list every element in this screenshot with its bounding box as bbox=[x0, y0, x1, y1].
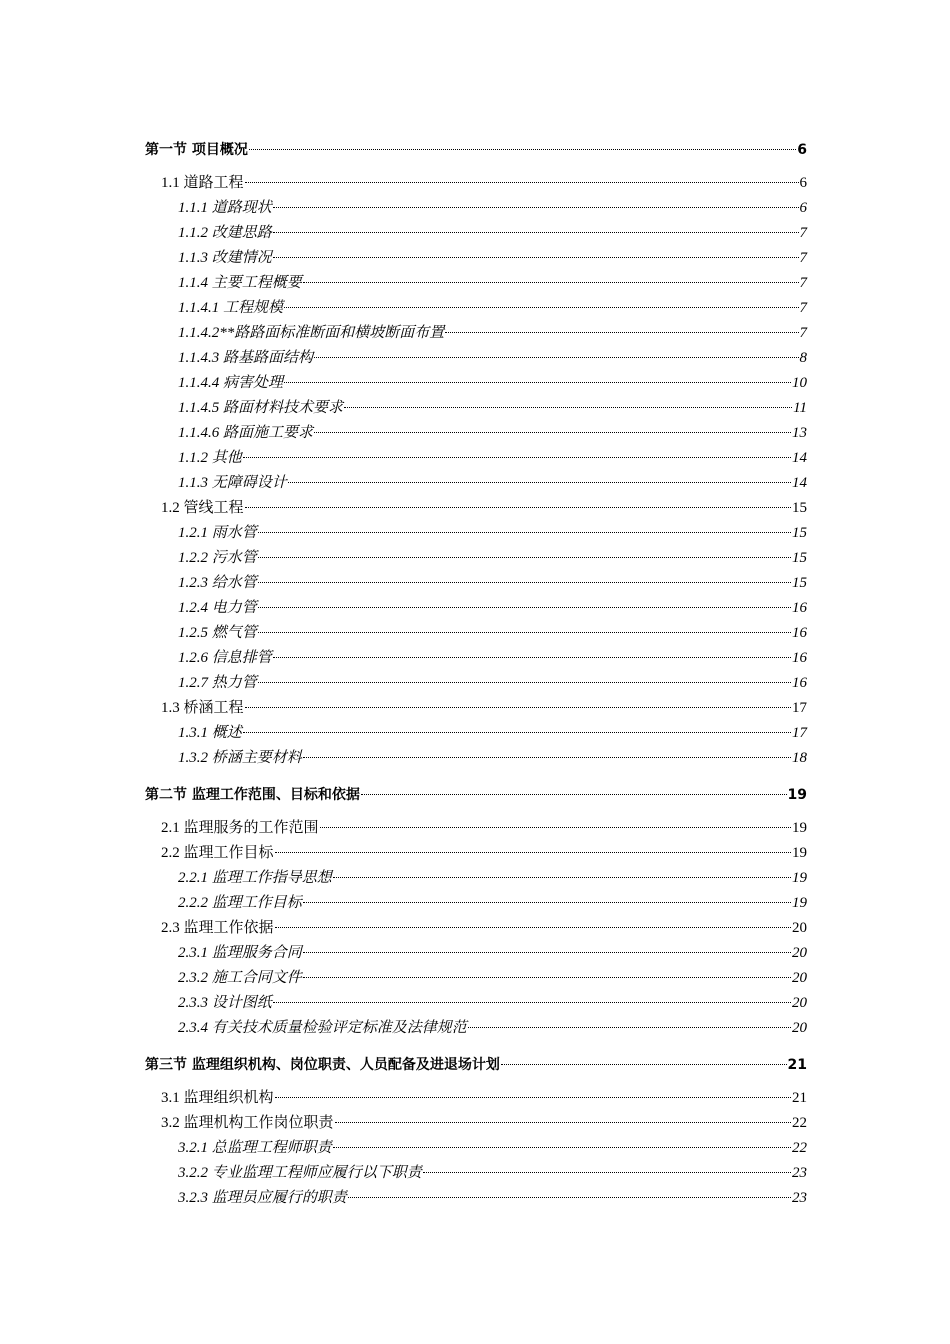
toc-entry-page: 14 bbox=[792, 475, 807, 491]
dot-leader bbox=[245, 182, 799, 183]
toc-entry-page: 11 bbox=[793, 400, 807, 416]
dot-leader bbox=[445, 332, 798, 333]
dot-leader bbox=[258, 607, 791, 608]
toc-entry-page: 16 bbox=[792, 600, 807, 616]
toc-entry-level-3[interactable] bbox=[145, 421, 807, 446]
toc-entry-title: 1.2.2 污水管 bbox=[178, 550, 257, 566]
toc-entry-level-3[interactable] bbox=[145, 646, 807, 671]
dot-leader bbox=[273, 232, 799, 233]
dot-leader bbox=[284, 307, 798, 308]
toc-entry-level-3[interactable] bbox=[145, 991, 807, 1016]
toc-entry-page: 21 bbox=[792, 1090, 807, 1106]
toc-entry-title: 1.1.2 其他 bbox=[178, 450, 242, 466]
dot-leader bbox=[303, 757, 791, 758]
toc-entry-level-3[interactable] bbox=[145, 621, 807, 646]
dot-leader bbox=[335, 1122, 791, 1123]
toc-entry-level-3[interactable] bbox=[145, 721, 807, 746]
dot-leader bbox=[314, 432, 791, 433]
dot-leader bbox=[243, 732, 791, 733]
dot-leader bbox=[303, 902, 791, 903]
toc-entry-level-1[interactable] bbox=[145, 780, 807, 810]
dot-leader bbox=[258, 532, 791, 533]
toc-entry-page: 7 bbox=[799, 275, 807, 291]
dot-leader bbox=[258, 682, 791, 683]
toc-entry-title: 1.1.3 无障碍设计 bbox=[178, 475, 287, 491]
toc-entry-title: 3.2.3 监理员应履行的职责 bbox=[178, 1190, 347, 1206]
toc-entry-page: 21 bbox=[787, 1057, 807, 1073]
toc-entry-title: 1.2.6 信息排管 bbox=[178, 650, 272, 666]
dot-leader bbox=[273, 207, 799, 208]
toc-entry-level-3[interactable] bbox=[145, 746, 807, 771]
toc-entry-level-3[interactable] bbox=[145, 296, 807, 321]
toc-entry-level-2[interactable] bbox=[145, 816, 807, 841]
toc-entry-page: 20 bbox=[792, 1020, 807, 1036]
dot-leader bbox=[303, 952, 791, 953]
toc-entry-title: 1.1.4.1 工程规模 bbox=[178, 300, 284, 316]
toc-entry-page: 6 bbox=[797, 142, 807, 158]
toc-entry-page: 8 bbox=[799, 350, 807, 366]
toc-entry-level-3[interactable] bbox=[145, 396, 807, 421]
toc-entry-title: 第一节 项目概况 bbox=[145, 142, 248, 158]
toc-entry-title: 3.1 监理组织机构 bbox=[161, 1090, 274, 1106]
toc-entry-title: 2.1 监理服务的工作范围 bbox=[161, 820, 319, 836]
toc-entry-page: 7 bbox=[799, 250, 807, 266]
dot-leader bbox=[423, 1172, 791, 1173]
toc-entry-level-2[interactable] bbox=[145, 696, 807, 721]
toc-entry-level-3[interactable] bbox=[145, 546, 807, 571]
toc-entry-level-3[interactable] bbox=[145, 521, 807, 546]
toc-entry-page: 20 bbox=[792, 995, 807, 1011]
toc-entry-title: 2.3 监理工作依据 bbox=[161, 920, 274, 936]
toc-entry-page: 15 bbox=[792, 525, 807, 541]
toc-entry-page: 6 bbox=[799, 175, 807, 191]
dot-leader bbox=[284, 382, 791, 383]
toc-entry-title: 第二节 监理工作范围、目标和依据 bbox=[145, 787, 360, 803]
toc-entry-page: 20 bbox=[792, 945, 807, 961]
toc-entry-title: 1.1.4 主要工程概要 bbox=[178, 275, 302, 291]
toc-entry-level-1[interactable] bbox=[145, 1050, 807, 1080]
dot-leader bbox=[303, 282, 799, 283]
dot-leader bbox=[273, 257, 799, 258]
toc-entry-level-2[interactable] bbox=[145, 916, 807, 941]
dot-leader bbox=[333, 877, 791, 878]
dot-leader bbox=[288, 482, 791, 483]
toc-entry-page: 19 bbox=[792, 870, 807, 886]
toc-entry-level-3[interactable] bbox=[145, 596, 807, 621]
toc-entry-page: 7 bbox=[799, 300, 807, 316]
toc-entry-title: 2.3.4 有关技术质量检验评定标准及法律规范 bbox=[178, 1020, 467, 1036]
toc-entry-title: 1.1.4.5 路面材料技术要求 bbox=[178, 400, 344, 416]
toc-entry-page: 20 bbox=[792, 920, 807, 936]
toc-entry-title: 1.1.3 改建情况 bbox=[178, 250, 272, 266]
dot-leader bbox=[245, 707, 791, 708]
toc-entry-title: 1.3.2 桥涵主要材料 bbox=[178, 750, 302, 766]
dot-leader bbox=[258, 632, 791, 633]
toc-entry-level-2[interactable] bbox=[145, 496, 807, 521]
toc-entry-title: 1.2.4 电力管 bbox=[178, 600, 257, 616]
toc-entry-level-3[interactable] bbox=[145, 246, 807, 271]
toc-entry-level-3[interactable] bbox=[145, 891, 807, 916]
toc-entry-level-3[interactable] bbox=[145, 346, 807, 371]
toc-entry-level-3[interactable] bbox=[145, 321, 807, 346]
toc-entry-level-3[interactable] bbox=[145, 446, 807, 471]
toc-entry-level-3[interactable] bbox=[145, 671, 807, 696]
toc-entry-page: 15 bbox=[792, 575, 807, 591]
toc-entry-title: 1.2.1 雨水管 bbox=[178, 525, 257, 541]
dot-leader bbox=[468, 1027, 791, 1028]
toc-entry-level-3[interactable] bbox=[145, 471, 807, 496]
toc-entry-page: 16 bbox=[792, 625, 807, 641]
toc-entry-page: 19 bbox=[792, 820, 807, 836]
dot-leader bbox=[243, 457, 791, 458]
toc-entry-title: 1.2.5 燃气管 bbox=[178, 625, 257, 641]
toc-entry-level-3[interactable] bbox=[145, 196, 807, 221]
dot-leader bbox=[249, 149, 796, 150]
toc-entry-title: 1.1.2 改建思路 bbox=[178, 225, 272, 241]
dot-leader bbox=[348, 1197, 791, 1198]
toc-entry-title: 第三节 监理组织机构、岗位职责、人员配备及进退场计划 bbox=[145, 1057, 500, 1073]
dot-leader bbox=[314, 357, 798, 358]
toc-entry-level-3[interactable] bbox=[145, 941, 807, 966]
toc-entry-page: 22 bbox=[792, 1140, 807, 1156]
dot-leader bbox=[275, 1097, 791, 1098]
toc-entry-title: 1.2 管线工程 bbox=[161, 500, 244, 516]
toc-entry-page: 22 bbox=[792, 1115, 807, 1131]
toc-entry-level-2[interactable] bbox=[145, 1111, 807, 1136]
toc-entry-level-3[interactable] bbox=[145, 1016, 807, 1041]
dot-leader bbox=[501, 1064, 787, 1065]
toc-entry-page: 20 bbox=[792, 970, 807, 986]
toc-entry-title: 3.2.2 专业监理工程师应履行以下职责 bbox=[178, 1165, 422, 1181]
toc-entry-page: 23 bbox=[792, 1190, 807, 1206]
toc-entry-level-3[interactable] bbox=[145, 1161, 807, 1186]
toc-entry-page: 7 bbox=[799, 225, 807, 241]
dot-leader bbox=[320, 827, 791, 828]
toc-entry-title: 1.1.4.2**路路面标准断面和横坡断面布置 bbox=[178, 325, 445, 341]
dot-leader bbox=[275, 927, 791, 928]
dot-leader bbox=[245, 507, 791, 508]
toc-entry-page: 17 bbox=[792, 700, 807, 716]
dot-leader bbox=[344, 407, 792, 408]
toc-entry-page: 15 bbox=[792, 550, 807, 566]
dot-leader bbox=[303, 977, 791, 978]
table-of-contents bbox=[145, 135, 807, 1211]
toc-entry-level-3[interactable] bbox=[145, 271, 807, 296]
toc-entry-page: 6 bbox=[799, 200, 807, 216]
toc-entry-level-3[interactable] bbox=[145, 1136, 807, 1161]
toc-entry-title: 1.3.1 概述 bbox=[178, 725, 242, 741]
dot-leader bbox=[258, 557, 791, 558]
dot-leader bbox=[258, 582, 791, 583]
toc-entry-level-3[interactable] bbox=[145, 866, 807, 891]
toc-entry-title: 3.2 监理机构工作岗位职责 bbox=[161, 1115, 334, 1131]
toc-entry-title: 1.2.7 热力管 bbox=[178, 675, 257, 691]
toc-entry-level-3[interactable] bbox=[145, 1186, 807, 1211]
toc-entry-title: 2.2 监理工作目标 bbox=[161, 845, 274, 861]
toc-entry-title: 2.3.1 监理服务合同 bbox=[178, 945, 302, 961]
toc-entry-page: 17 bbox=[792, 725, 807, 741]
toc-entry-title: 1.1 道路工程 bbox=[161, 175, 244, 191]
toc-entry-page: 15 bbox=[792, 500, 807, 516]
toc-entry-title: 2.3.3 设计图纸 bbox=[178, 995, 272, 1011]
toc-entry-level-2[interactable] bbox=[145, 171, 807, 196]
toc-entry-level-2[interactable] bbox=[145, 841, 807, 866]
toc-entry-title: 1.1.4.4 病害处理 bbox=[178, 375, 284, 391]
dot-leader bbox=[273, 1002, 791, 1003]
toc-entry-title: 1.2.3 给水管 bbox=[178, 575, 257, 591]
toc-entry-page: 19 bbox=[792, 845, 807, 861]
toc-entry-page: 7 bbox=[799, 325, 807, 341]
toc-entry-level-3[interactable] bbox=[145, 966, 807, 991]
toc-entry-title: 1.1.1 道路现状 bbox=[178, 200, 272, 216]
toc-entry-level-2[interactable] bbox=[145, 1086, 807, 1111]
toc-entry-page: 16 bbox=[792, 650, 807, 666]
dot-leader bbox=[333, 1147, 791, 1148]
toc-entry-level-3[interactable] bbox=[145, 571, 807, 596]
toc-entry-page: 19 bbox=[787, 787, 807, 803]
toc-entry-title: 1.1.4.6 路面施工要求 bbox=[178, 425, 314, 441]
toc-entry-level-3[interactable] bbox=[145, 371, 807, 396]
dot-leader bbox=[273, 657, 791, 658]
toc-entry-page: 13 bbox=[792, 425, 807, 441]
toc-entry-page: 19 bbox=[792, 895, 807, 911]
toc-entry-title: 1.3 桥涵工程 bbox=[161, 700, 244, 716]
dot-leader bbox=[361, 794, 787, 795]
toc-entry-page: 14 bbox=[792, 450, 807, 466]
toc-entry-title: 2.3.2 施工合同文件 bbox=[178, 970, 302, 986]
toc-entry-level-1[interactable] bbox=[145, 135, 807, 165]
toc-entry-title: 2.2.2 监理工作目标 bbox=[178, 895, 302, 911]
dot-leader bbox=[275, 852, 791, 853]
toc-entry-level-3[interactable] bbox=[145, 221, 807, 246]
toc-entry-page: 16 bbox=[792, 675, 807, 691]
toc-entry-title: 3.2.1 总监理工程师职责 bbox=[178, 1140, 332, 1156]
toc-entry-page: 23 bbox=[792, 1165, 807, 1181]
toc-entry-page: 18 bbox=[792, 750, 807, 766]
toc-entry-title: 1.1.4.3 路基路面结构 bbox=[178, 350, 314, 366]
toc-entry-title: 2.2.1 监理工作指导思想 bbox=[178, 870, 332, 886]
toc-entry-page: 10 bbox=[792, 375, 807, 391]
